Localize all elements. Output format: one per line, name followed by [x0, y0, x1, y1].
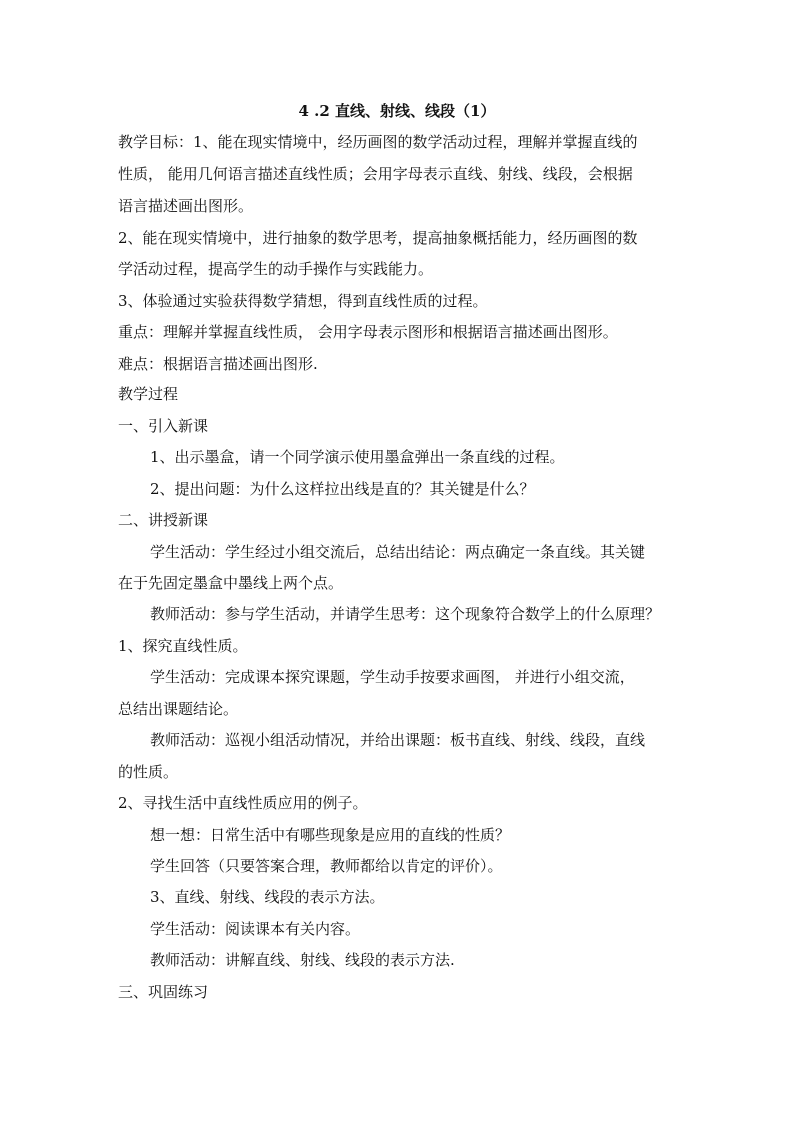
paragraph-line: 教师活动：讲解直线、射线、线段的表示方法. [150, 951, 455, 969]
section-heading-2: 二、讲授新课 [118, 511, 209, 529]
difficulty-line: 难点：根据语言描述画出图形. [118, 355, 318, 373]
objectives-line-1: 教学目标：1、能在现实情境中，经历画图的数学活动过程，理解并掌握直线的 [118, 133, 638, 151]
paragraph-line: 3、直线、射线、线段的表示方法。 [150, 888, 385, 906]
list-item: 1、出示墨盒，请一个同学演示使用墨盒弹出一条直线的过程。 [150, 448, 565, 466]
paragraph-line: 学生活动：完成课本探究课题，学生动手按要求画图， 并进行小组交流， [150, 668, 635, 686]
section-heading-1: 一、引入新课 [118, 417, 209, 435]
objectives-line-3: 语言描述画出图形。 [118, 197, 254, 215]
paragraph-line: 学生活动：阅读课本有关内容。 [150, 920, 361, 938]
paragraph-line: 学生回答（只要答案合理，教师都给以肯定的评价）。 [150, 857, 503, 875]
paragraph-line: 教师活动：参与学生活动，并请学生思考：这个现象符合数学上的什么原理？ [150, 605, 661, 623]
objectives-line-6: 3、体验通过实验获得数学猜想，得到直线性质的过程。 [118, 292, 488, 310]
page-title: 4 .2 直线、射线、线段（1） [298, 102, 496, 120]
process-heading: 教学过程 [118, 385, 179, 403]
objectives-line-5: 学活动过程，提高学生的动手操作与实践能力。 [118, 260, 434, 278]
paragraph-line: 想一想：日常生活中有哪些现象是应用的直线的性质？ [150, 826, 511, 844]
paragraph-line: 教师活动：巡视小组活动情况，并给出课题：板书直线、射线、线段，直线 [150, 731, 646, 749]
subheading: 2、寻找生活中直线性质应用的例子。 [118, 794, 368, 812]
paragraph-line: 的性质。 [118, 763, 179, 781]
paragraph-line: 学生活动：学生经过小组交流后，总结出结论：两点确定一条直线。其关键 [150, 543, 646, 561]
paragraph-line: 在于先固定墨盒中墨线上两个点。 [118, 574, 344, 592]
list-item: 2、提出问题：为什么这样拉出线是直的？其关键是什么？ [150, 480, 535, 498]
paragraph-line: 总结出课题结论。 [118, 700, 239, 718]
subheading: 1、探究直线性质。 [118, 637, 248, 655]
objectives-line-2: 性质， 能用几何语言描述直线性质；会用字母表示直线、射线、线段，会根据 [118, 165, 633, 183]
section-heading-3: 三、巩固练习 [118, 983, 209, 1001]
objectives-line-4: 2、能在现实情境中，进行抽象的数学思考，提高抽象概括能力，经历画图的数 [118, 229, 638, 247]
key-points-line: 重点：理解并掌握直线性质， 会用字母表示图形和根据语言描述画出图形。 [118, 323, 618, 341]
